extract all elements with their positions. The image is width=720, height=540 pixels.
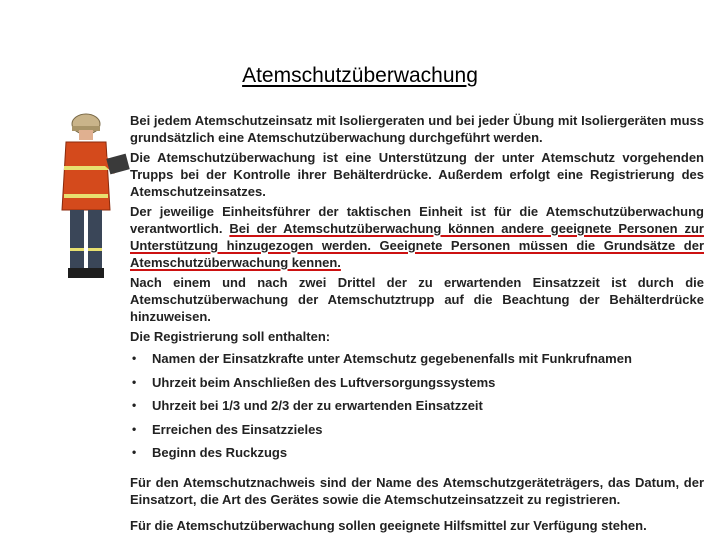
list-item-text: Uhrzeit bei 1/3 und 2/3 der zu erwartenden Einsatzzeit — [152, 398, 483, 413]
paragraph-registration: Die Registrierung soll enthalten: — [130, 329, 331, 344]
underlined-support-text: Bei der Atemschutzüberwachung können andere geeignete Personen zur Unterstützung hinzugezogen werden. Geeignete Personen müssen die Grundsätze der Atemschutzüberwachung kennen. — [130, 221, 704, 270]
bullet-icon: • — [132, 374, 137, 389]
firefighter-illustration — [56, 110, 132, 282]
list-item — [130, 350, 704, 374]
list-item-text: Beginn des Ruckzugs — [152, 445, 288, 460]
bullet-icon: • — [132, 398, 137, 412]
list-item-text: Erreichen des Einsatzzieles — [152, 421, 323, 437]
page-title: Atemschutzüberwachung — [242, 64, 478, 87]
paragraph-intro: Bei jedem Atemschutzeinsatz mit Isoliergeraten und bei jeder Übung mit Isoliergeräten muss grundsätzlich eine Atemschutzüberwachung durchgeführt werden. — [130, 113, 704, 145]
bullet-icon: • — [132, 421, 137, 436]
registration-list — [130, 350, 704, 468]
document-body — [130, 112, 704, 537]
bullet-icon: • — [132, 445, 137, 459]
bullet-icon: • — [132, 351, 137, 365]
list-item-text: Uhrzeit beim Anschließen des Luftversorgungssystems — [152, 374, 496, 390]
paragraph-thirds: Nach einem und nach zwei Drittel der zu erwartenden Einsatzzeit ist durch die Atemschutzüberwachung der Atemschutztrupp auf die Beachtung der Behälterdrücke hinzuweisen. — [130, 275, 704, 324]
list-item-text: Namen der Einsatzkrafte unter Atemschutz gegebenenfalls mit Funkrufnamen — [152, 351, 632, 366]
list-item — [130, 374, 704, 398]
list-item — [130, 444, 704, 468]
paragraph-tools: Für die Atemschutzüberwachung sollen geeignete Hilfsmittel zur Verfügung stehen. — [130, 517, 647, 533]
paragraph-record: Für den Atemschutznachweis sind der Name des Atemschutzgeräteträgers, das Datum, der Einsatzort, die Art des Gerätes sowie die Atemschutzeinsatzzeit zu registrieren. — [130, 474, 704, 507]
paragraph-support: Die Atemschutzüberwachung ist eine Unterstützung der unter Atemschutz vorgehenden Trupps bei der Kontrolle ihrer Behälterdrücke. Außerdem erfolgt eine Registrierung des Atemschutzeinsatzes. — [130, 150, 704, 199]
list-item — [130, 421, 704, 445]
list-item — [130, 397, 704, 421]
paragraph-responsibility — [130, 203, 704, 271]
responsibility-text: Der jeweilige Einheitsführer der taktischen Einheit ist für die Atemschutzüberwachung verantwortlich. — [130, 204, 704, 236]
